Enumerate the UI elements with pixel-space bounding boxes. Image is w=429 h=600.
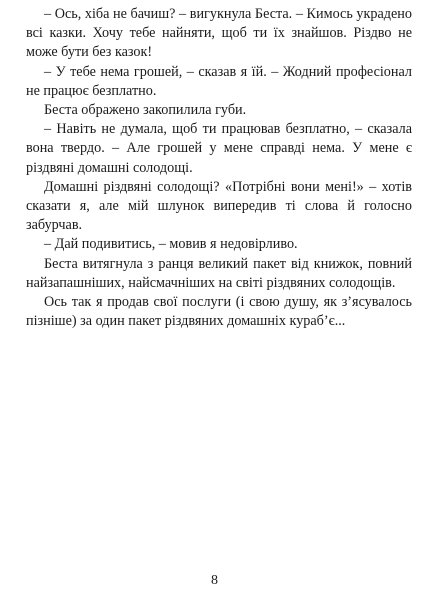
paragraph: Беста ображено закопилила губи. [44, 102, 247, 119]
page-number: 8 [211, 573, 218, 588]
paragraph: – Навіть не думала, щоб ти працював безплатно, – сказала вона твердо. – Але грошей у мене справді нема. У мене є різдвяні домашні солодощі. [26, 121, 412, 176]
paragraph: Домашні різдвяні солодощі? «Потрібні вони мені!» – хотів сказати я, але мій шлунок випередив ті слова й голосно забурчав. [26, 178, 412, 234]
paragraph: – Ось, хіба не бачиш? – вигукнула Беста. – Кимось украдено всі казки. Хочу тебе найняти, щоб ти їх знайшов. Різдво не може бути без казок! [26, 6, 412, 61]
paragraph: Ось так я продав свої послуги (і свою душу, як з’ясувалось пізніше) за один пакет різдвяних домашніх кураб’є... [26, 294, 412, 330]
paragraph: – Дай подивитись, – мовив я недовірливо. [44, 236, 298, 253]
paragraph: – У тебе нема грошей, – сказав я їй. – Жодний професіонал не працює безплатно. [26, 63, 412, 99]
body-text [26, 5, 412, 331]
paragraph: Беста витягнула з ранця великий пакет від книжок, повний найзапашніших, найсмачніших на світі різдвяних солодощів. [26, 255, 412, 291]
